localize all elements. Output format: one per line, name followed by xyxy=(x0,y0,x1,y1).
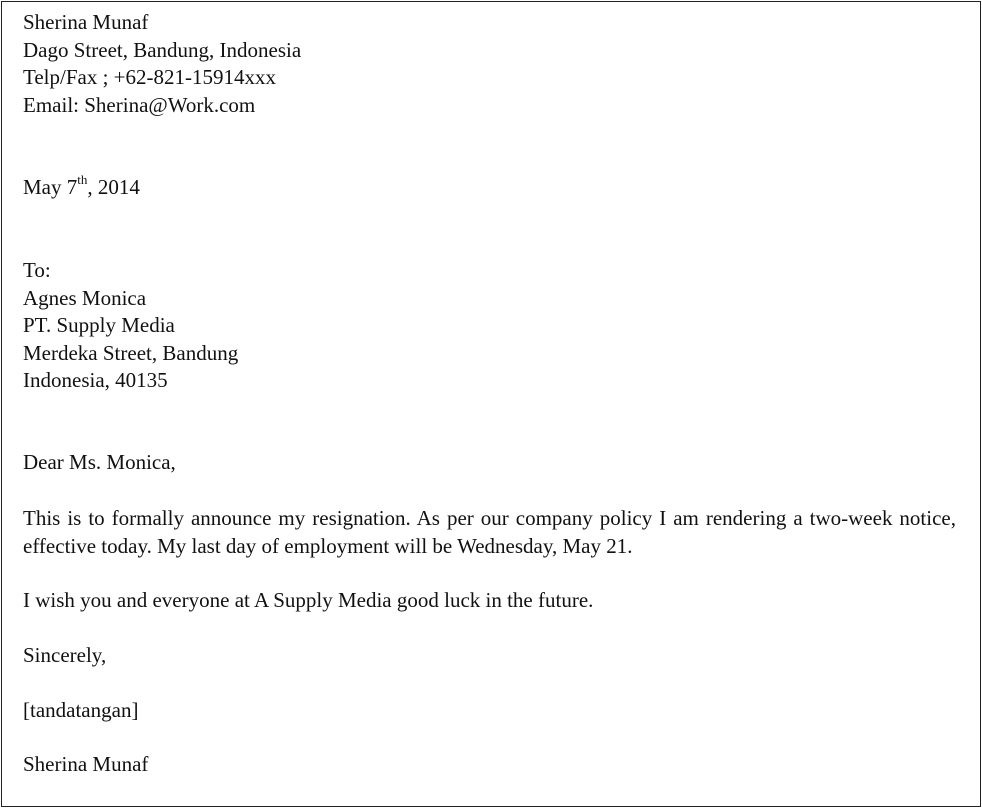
recipient-country: Indonesia, 40135 xyxy=(23,368,168,392)
recipient-name: Agnes Monica xyxy=(23,285,147,310)
recipient-street: Merdeka Street, Bandung xyxy=(23,340,239,365)
recipient-company: PT. Supply Media xyxy=(23,313,175,337)
signature-placeholder: [tandatangan] xyxy=(23,698,139,722)
recipient-to-label: To: xyxy=(23,258,51,282)
date-suffix: th xyxy=(77,172,88,187)
sender-phone: Telp/Fax ; +62-821-15914xxx xyxy=(23,65,277,89)
body-paragraph-2: I wish you and everyone at A Supply Media good luck in the future. xyxy=(23,588,594,612)
sender-name: Sherina Munaf xyxy=(23,10,149,34)
recipient-block xyxy=(23,257,956,395)
date-year: , 2014 xyxy=(87,175,140,199)
signer-name: Sherina Munaf xyxy=(23,752,149,776)
letter-page xyxy=(1,1,981,807)
salutation: Dear Ms. Monica, xyxy=(23,450,176,474)
sender-block xyxy=(23,9,956,119)
sender-address: Dago Street, Bandung, Indonesia xyxy=(23,37,302,62)
date-line xyxy=(23,174,956,202)
body-paragraph-1: This is to formally announce my resignation. As per our company policy I am rendering a two-week notice, effective today. My last day of employment will be Wednesday, May 21. xyxy=(23,506,956,558)
date-month-day: May 7 xyxy=(23,175,78,199)
sender-email: Email: Sherina@Work.com xyxy=(23,92,256,117)
closing: Sincerely, xyxy=(23,643,107,667)
